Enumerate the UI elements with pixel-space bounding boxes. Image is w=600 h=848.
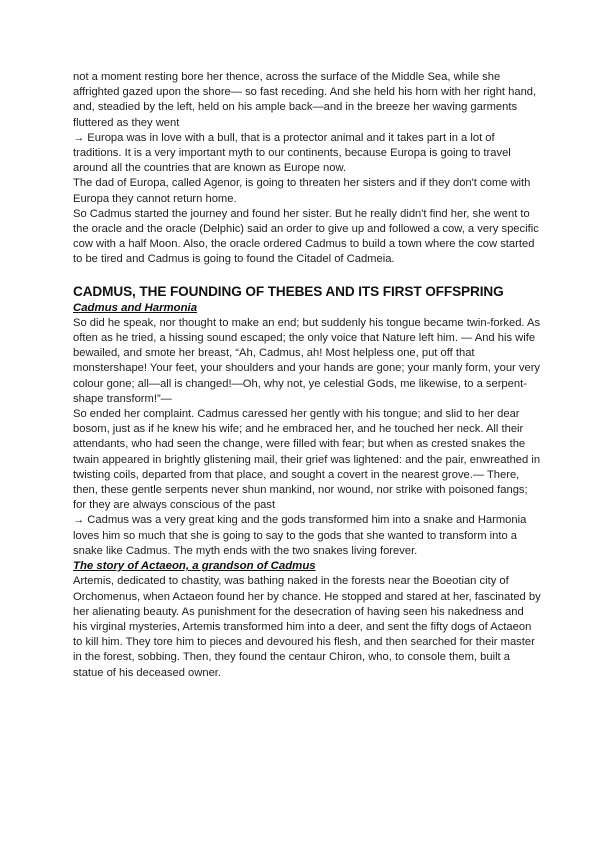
paragraph-cadmus-note: → Cadmus was a very great king and the gods transformed him into a snake and Harmonia loves him so much that she is going to say to the gods that she wanted to transform into a snake like Cadmus. The myth ends with the two snakes living forever.	[73, 514, 527, 557]
subsection-title-cadmus-harmonia: Cadmus and Harmonia	[73, 301, 198, 314]
paragraph-cadmus-journey: So Cadmus started the journey and found her sister. But he really didn't find her, she went to the oracle and the oracle (Delphic) said an order to give up and followed a cow, a very specific cow with a half Moon. Also, the oracle ordered Cadmus to build a town where the cow started to be tired and Cadmus is going to found the Citadel of Cadmeia.	[73, 207, 539, 266]
document-body	[73, 70, 541, 681]
paragraph-agenor: The dad of Europa, called Agenor, is going to threaten her sisters and if they don't come with Europa they cannot return home.	[73, 177, 531, 205]
paragraph-europa-voyage: not a moment resting bore her thence, across the surface of the Middle Sea, while she affrighted gazed upon the shore— so fast receding. And she held his horn with her right hand, and, steadied by the left, held on his ample back—and in the breeze her waving garments fluttered as they went	[73, 71, 537, 129]
section-title: CADMUS, THE FOUNDING OF THEBES AND ITS FIRST OFFSPRING	[73, 283, 504, 299]
subsection-title-actaeon: The story of Actaeon, a grandson of Cadmus	[73, 560, 316, 573]
section-spacer	[73, 268, 541, 283]
paragraph-cadmus-transformation: So did he speak, nor thought to make an end; but suddenly his tongue became twin-forked. As often as he tried, a hissing sound escaped; the only voice that Nature left him. — And his wife bewailed, and smote her breast, “Ah, Cadmus, ah! Most helpless one, put off that monstershape! Your feet, your shoulders and your hands are gone; your manly form, your very colour gone; all—all is changed!—Oh, why not, ye celestial Gods, me likewise, to a serpent-shape transform!”—	[73, 316, 541, 405]
paragraph-harmonia-complaint: So ended her complaint. Cadmus caressed her gently with his tongue; and slid to her dear bosom, just as if he knew his wife; and he embraced her, and he touched her neck. All their attendants, who had seen the change, were filled with fear; but when as crested snakes the twain appeared in brightly glistening mail, their grief was lightened: and the pair, enwreathed in twisting coils, departed from that place, and sought a covert in the nearest grove.— There, then, these gentle serpents never shun mankind, nor wound, nor strike with poisoned fangs; for they are always conscious of the past	[73, 408, 541, 512]
paragraph-europa-note: → Europa was in love with a bull, that is a protector animal and it takes part in a lot of traditions. It is a very important myth to our continents, because Europa is going to travel around all the countries that are known as Europe now.	[73, 131, 511, 175]
paragraph-actaeon-story: Artemis, dedicated to chastity, was bathing naked in the forests near the Boeotian city of Orchomenus, when Actaeon found her by chance. He stopped and stared at her, fascinated by her alienating beauty. As punishment for the desecration of having seen his nakedness and his virginal mysteries, Artemis transformed him into a deer, and sent the fifty dogs of Actaeon to kill him. They tore him to pieces and devoured his flesh, and then searched for their master in the forest, sobbing. Then, they found the centaur Chiron, who, to console them, built a statue of his deceased owner.	[73, 575, 541, 679]
